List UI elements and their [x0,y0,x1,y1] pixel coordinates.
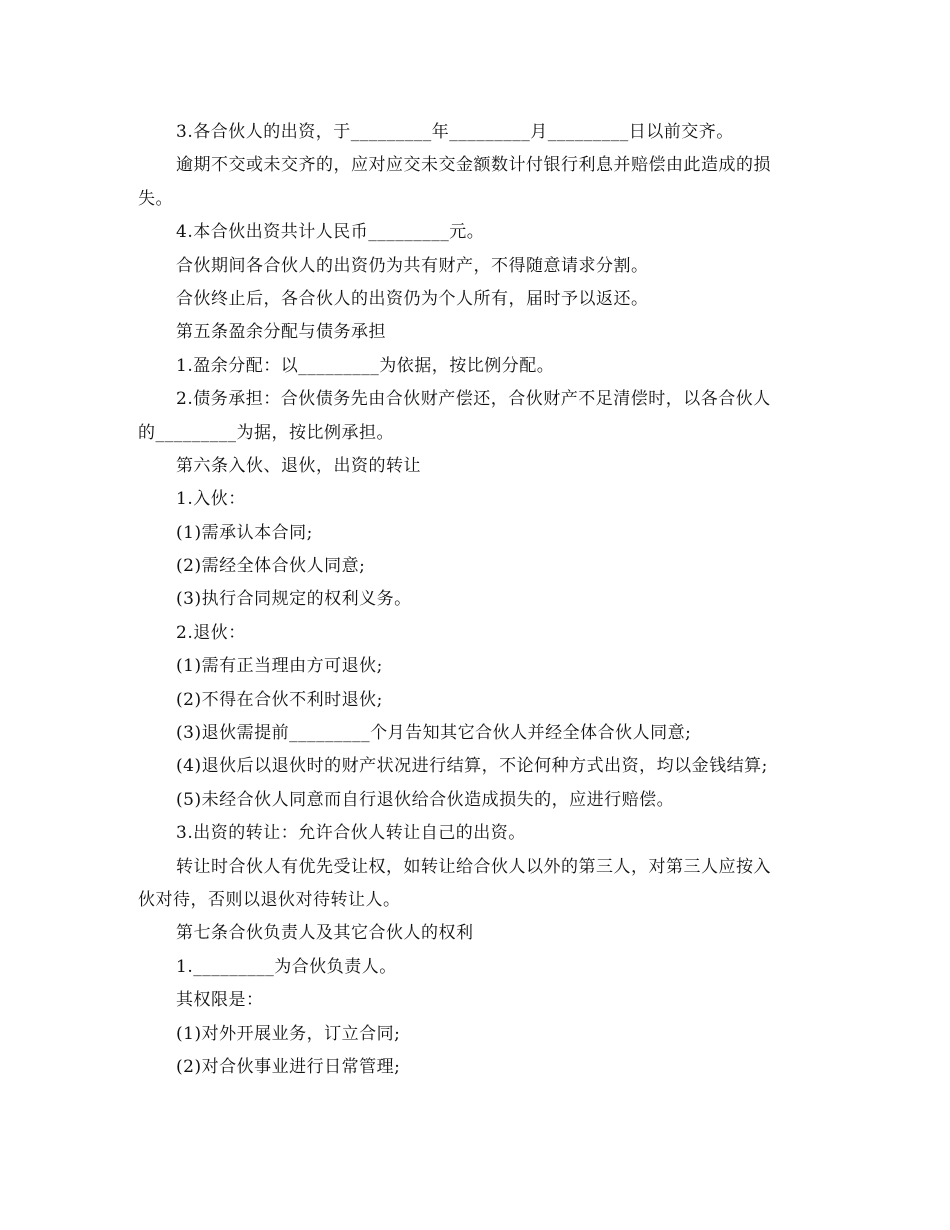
list-item: (3)退伙需提前_________个月告知其它合伙人并经全体合伙人同意; [176,723,692,744]
clause-5-3-contribution-deadline: 3.各合伙人的出资，于_________年_________月_________日以前交齐。 [176,122,734,142]
clause-total-contribution: 4.本合伙出资共计人民币_________元。 [176,222,485,243]
list-item: (1)需有正当理由方可退伙; [176,656,383,677]
article-5-heading: 第五条盈余分配与债务承担 [176,322,386,343]
document-body [138,116,818,1084]
list-item: (2)不得在合伙不利时退伙; [176,689,383,710]
list-item: (1)对外开展业务，订立合同; [176,1023,401,1044]
list-item: (5)未经合伙人同意而自行退伙给合伙造成损失的，应进行赔偿。 [176,789,675,810]
paragraph-late-payment-cont: 失。 [138,188,173,209]
clause-transfer: 3.出资的转让：允许合伙人转让自己的出资。 [176,823,526,844]
article-6-heading: 第六条入伙、退伙，出资的转让 [176,455,421,476]
clause-profit-distribution: 1.盈余分配：以_________为依据，按比例分配。 [176,355,555,376]
list-item: (3)执行合同规定的权利义务。 [176,589,412,610]
list-item: (2)对合伙事业进行日常管理; [176,1056,401,1077]
paragraph-authority-intro: 其权限是： [176,990,264,1011]
paragraph-termination-return: 合伙终止后，各合伙人的出资仍为个人所有，届时予以返还。 [176,288,649,309]
clause-joining: 1.入伙： [176,489,246,510]
clause-debt-bearing-cont: 的_________为据，按比例承担。 [138,422,394,443]
paragraph-late-payment: 逾期不交或未交齐的，应对应交未交金额数计付银行利息并赔偿由此造成的损 [176,155,771,176]
paragraph-transfer-priority: 转让时合伙人有优先受让权，如转让给合伙人以外的第三人，对第三人应按入 [176,856,771,877]
list-item: (2)需经全体合伙人同意; [176,556,366,577]
clause-responsible-partner: 1._________为合伙负责人。 [176,956,397,977]
clause-debt-bearing: 2.债务承担：合伙债务先由合伙财产偿还，合伙财产不足清偿时，以各合伙人 [176,389,771,410]
paragraph-shared-property: 合伙期间各合伙人的出资仍为共有财产，不得随意请求分割。 [176,255,649,276]
list-item: (1)需承认本合同; [176,522,313,543]
clause-withdrawal: 2.退伙： [176,622,246,643]
paragraph-transfer-priority-cont: 伙对待，否则以退伙对待转让人。 [138,889,401,910]
article-7-heading: 第七条合伙负责人及其它合伙人的权利 [176,923,474,944]
list-item: (4)退伙后以退伙时的财产状况进行结算，不论何种方式出资，均以金钱结算; [176,756,768,777]
